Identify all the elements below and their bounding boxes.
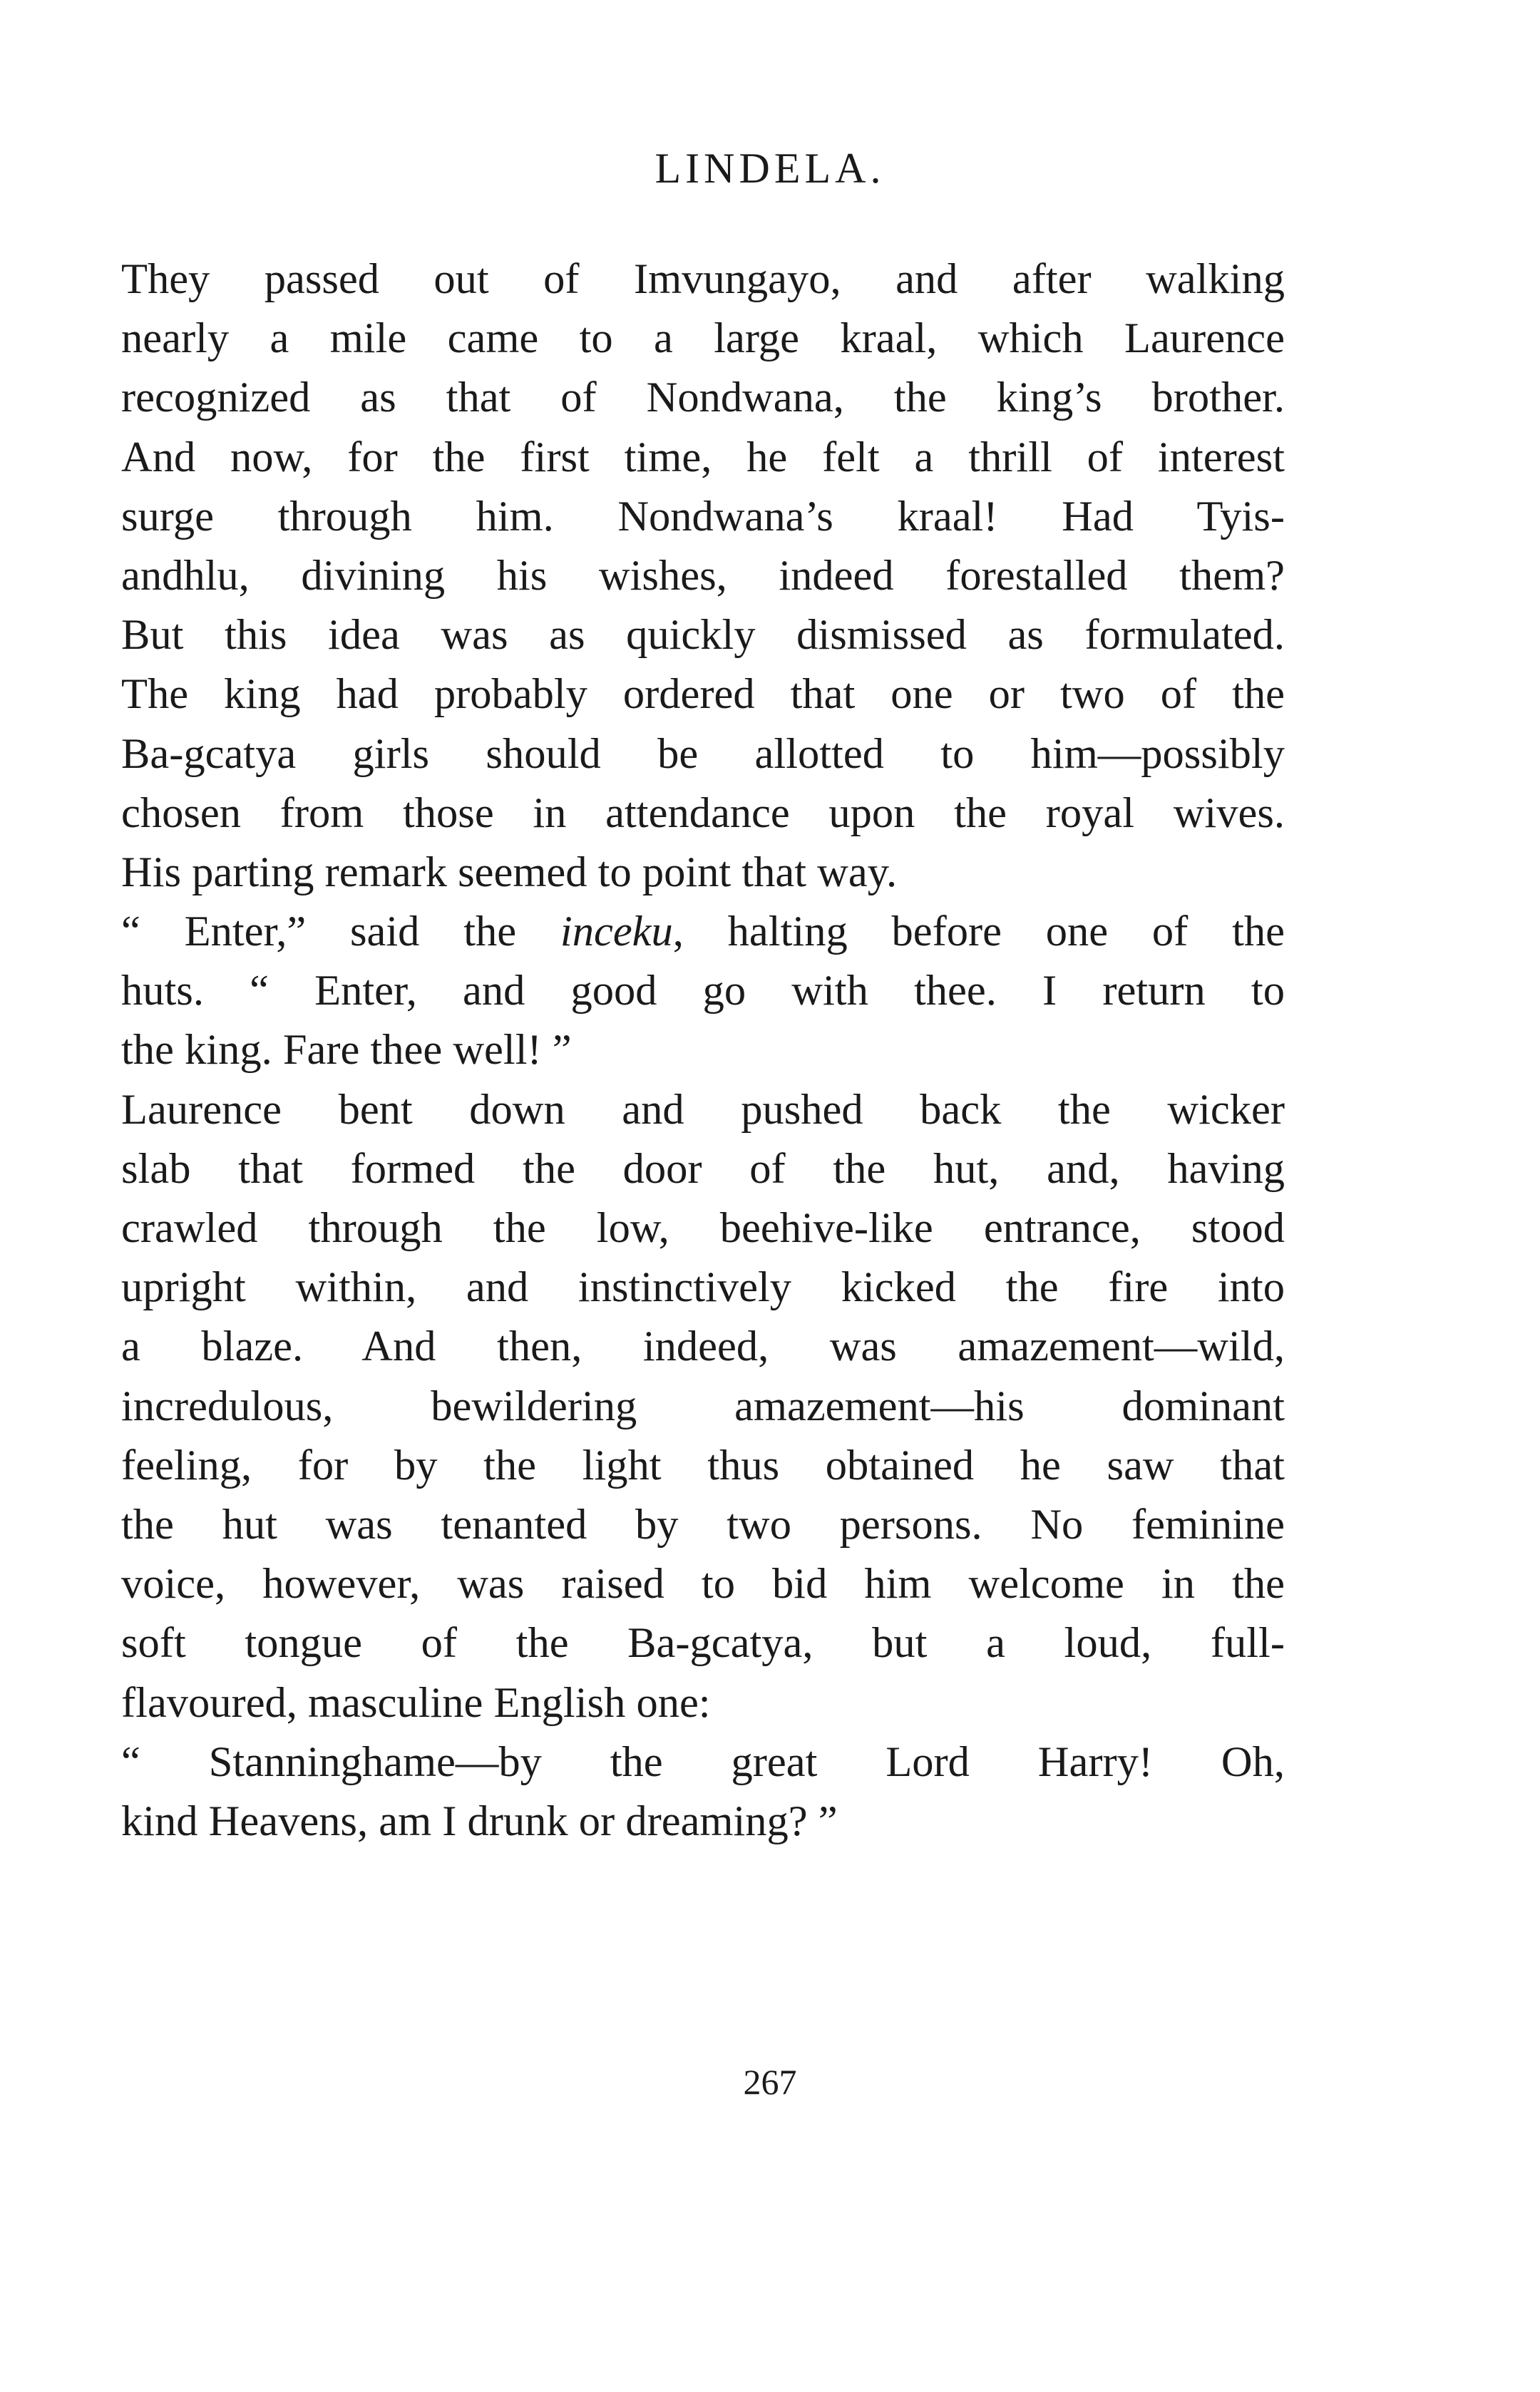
text-line-mixed [121, 902, 1285, 961]
text-line: Laurence bent down and pushed back the wicker [121, 1085, 1285, 1134]
text-line: a blaze. And then, indeed, was amazement—wild, [121, 1323, 1285, 1371]
text-line: the king. Fare thee well! ” [121, 1026, 572, 1074]
text-line: surge through him. Nondwana’s kraal! Had Tyis- [121, 492, 1285, 540]
text-line: chosen from those in attendance upon the royal wives. [121, 789, 1285, 837]
text-line: recognized as that of Nondwana, the king’s brother. [121, 374, 1285, 422]
text-line: His parting remark seemed to point that way. [121, 848, 898, 896]
text-line: soft tongue of the Ba-gcatya, but a loud, full- [121, 1619, 1285, 1668]
text-line: feeling, for by the light thus obtained he saw that [121, 1441, 1285, 1489]
text-line: flavoured, masculine English one: [121, 1678, 711, 1727]
text-run: , halting before one of the [672, 908, 1285, 956]
body-text [121, 250, 1285, 1851]
text-line: andhlu, divining his wishes, indeed forestalled them? [121, 551, 1285, 600]
text-line: The king had probably ordered that one or two of the [121, 670, 1285, 719]
text-line: upright within, and instinctively kicked the fire into [121, 1263, 1285, 1312]
text-line: But this idea was as quickly dismissed as formulated. [121, 611, 1285, 659]
page-number: 267 [743, 2062, 797, 2102]
text-line: They passed out of Imvungayo, and after walking [121, 255, 1285, 303]
text-line: nearly a mile came to a large kraal, which Laurence [121, 314, 1285, 363]
text-line: Ba-gcatya girls should be allotted to him—possibly [121, 729, 1285, 778]
text-line: huts. “ Enter, and good go with thee. I return to [121, 967, 1285, 1015]
text-line: the hut was tenanted by two persons. No feminine [121, 1500, 1285, 1549]
text-line: kind Heavens, am I drunk or dreaming? ” [121, 1797, 838, 1845]
text-line: voice, however, was raised to bid him welcome in the [121, 1560, 1285, 1608]
text-line: incredulous, bewildering amazement—his dominant [121, 1382, 1285, 1430]
text-line: slab that formed the door of the hut, and, having [121, 1144, 1285, 1193]
text-line: And now, for the first time, he felt a thrill of interest [121, 433, 1285, 481]
text-line: crawled through the low, beehive-like entrance, stood [121, 1204, 1285, 1252]
italic-word: inceku [560, 908, 673, 956]
running-title: LINDELA. [654, 145, 885, 192]
text-line: “ Stanninghame—by the great Lord Harry! Oh, [121, 1737, 1285, 1786]
text-run: “ Enter,” said the [121, 908, 560, 956]
